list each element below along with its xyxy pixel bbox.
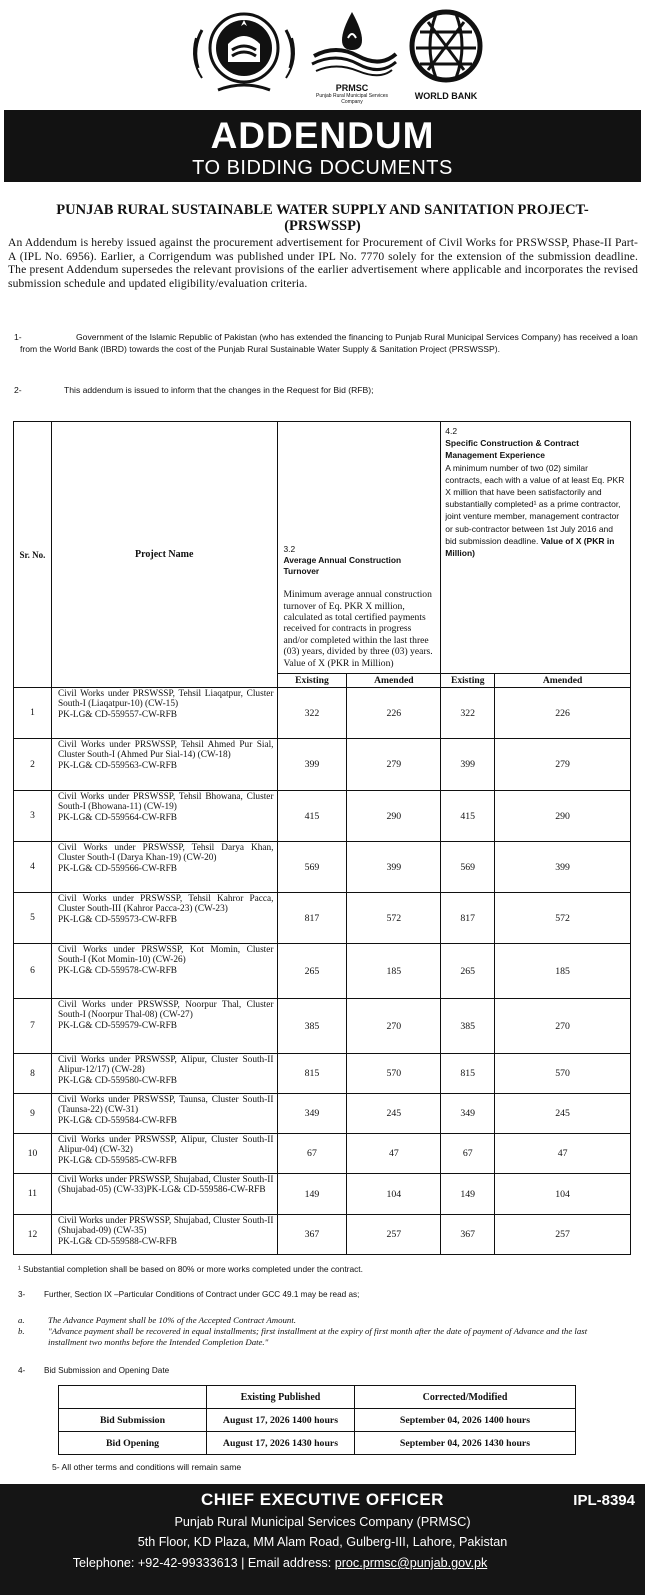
project-name-text: Civil Works under PRSWSSP, Tehsil Bhowana, Cluster South-I (Bhowana-11) (CW-19): [57, 792, 274, 813]
row-project-name: [51, 1094, 277, 1134]
row-turnover-amended: 270: [347, 999, 441, 1054]
project-code-text: PK-LG& CD-559584-CW-RFB: [57, 1115, 177, 1126]
project-name-text: Civil Works under PRSWSSP, Shujabad, Cluster South-II (Shujabad-05) (CW-33)PK-LG& CD-559586-CW-RFB: [57, 1175, 274, 1196]
project-name-text: Civil Works under PRSWSSP, Shujabad, Cluster South-II (Shujabad-09) (CW-35): [57, 1216, 274, 1237]
table-row: [14, 999, 631, 1054]
paragraph-1-number: 1-: [14, 332, 22, 342]
row-turnover-existing: 265: [277, 944, 347, 999]
table-row: [14, 1054, 631, 1094]
footer: [0, 1484, 645, 1595]
row-sr-no: 11: [14, 1174, 52, 1215]
row-turnover-existing: 322: [277, 688, 347, 739]
footer-contact-text: Telephone: +92-42-99333613 | Email address:: [72, 1556, 335, 1570]
project-title-line2: (PRSWSSP): [284, 218, 361, 234]
header-turnover-block: [277, 422, 441, 674]
advance-payment-items: [18, 1315, 628, 1348]
row-experience-amended: 226: [495, 688, 631, 739]
experience-description: [445, 462, 625, 560]
table-row: [14, 1094, 631, 1134]
world-bank-logo: [406, 8, 486, 108]
bid-header-blank: [59, 1386, 207, 1409]
footnote: ¹ Substantial completion shall be based on 80% or more works completed under the contract.: [18, 1264, 363, 1274]
row-project-name: [51, 1134, 277, 1174]
row-turnover-amended: 290: [347, 791, 441, 842]
row-turnover-amended: 279: [347, 739, 441, 791]
row-sr-no: 8: [14, 1054, 52, 1094]
list-item: [18, 1326, 628, 1348]
project-code-text: PK-LG& CD-559578-CW-RFB: [57, 965, 177, 976]
row-turnover-amended: 185: [347, 944, 441, 999]
row-project-name: [51, 944, 277, 999]
bid-row-label: Bid Submission: [59, 1409, 207, 1432]
table-row: [14, 791, 631, 842]
header-project-name: Project Name: [51, 422, 277, 688]
paragraph-3-text: Further, Section IX –Particular Conditions of Contract under GCC 49.1 may be read as;: [44, 1290, 360, 1299]
project-code-text: PK-LG& CD-559566-CW-RFB: [57, 863, 177, 874]
table-row: [14, 944, 631, 999]
bid-header-existing: Existing Published: [207, 1386, 355, 1409]
row-turnover-amended: 226: [347, 688, 441, 739]
row-turnover-existing: 349: [277, 1094, 347, 1134]
experience-section-number: 4.2: [445, 426, 458, 436]
sub-header-amended: Amended: [495, 674, 631, 688]
paragraph-4-text: Bid Submission and Opening Date: [44, 1366, 170, 1375]
row-experience-existing: 399: [441, 739, 495, 791]
row-experience-existing: 817: [441, 893, 495, 944]
footer-organization: Punjab Rural Municipal Services Company (PRMSC): [174, 1515, 471, 1529]
table-row: [14, 1134, 631, 1174]
header-experience-block: [441, 422, 631, 674]
paragraph-3-number: 3-: [18, 1290, 26, 1299]
row-turnover-existing: 385: [277, 999, 347, 1054]
project-code-text: PK-LG& CD-559580-CW-RFB: [57, 1075, 177, 1086]
row-sr-no: 6: [14, 944, 52, 999]
row-project-name: [51, 791, 277, 842]
project-title: [0, 202, 645, 234]
bid-dates-table: [58, 1385, 576, 1455]
row-sr-no: 5: [14, 893, 52, 944]
row-turnover-existing: 817: [277, 893, 347, 944]
row-experience-existing: 569: [441, 842, 495, 893]
row-experience-amended: 245: [495, 1094, 631, 1134]
paragraph-1: [8, 331, 638, 355]
footer-address: 5th Floor, KD Plaza, MM Alam Road, Gulberg-III, Lahore, Pakistan: [137, 1535, 508, 1549]
table-row: [14, 1174, 631, 1215]
turnover-section-title: Average Annual Construction Turnover: [283, 555, 402, 577]
project-code-text: PK-LG& CD-559585-CW-RFB: [57, 1155, 177, 1166]
paragraph-2: [8, 384, 638, 396]
table-body: [14, 688, 631, 1255]
row-turnover-amended: 572: [347, 893, 441, 944]
row-project-name: [51, 842, 277, 893]
row-turnover-amended: 245: [347, 1094, 441, 1134]
row-experience-existing: 367: [441, 1215, 495, 1255]
row-turnover-amended: 104: [347, 1174, 441, 1215]
row-experience-amended: 279: [495, 739, 631, 791]
row-experience-amended: 572: [495, 893, 631, 944]
row-experience-existing: 385: [441, 999, 495, 1054]
row-experience-amended: 104: [495, 1174, 631, 1215]
row-sr-no: 12: [14, 1215, 52, 1255]
row-project-name: [51, 1174, 277, 1215]
row-experience-amended: 570: [495, 1054, 631, 1094]
sub-header-existing: Existing: [277, 674, 347, 688]
bid-header-corrected: Corrected/Modified: [355, 1386, 576, 1409]
bid-row-label: Bid Opening: [59, 1432, 207, 1455]
row-project-name: [51, 1054, 277, 1094]
project-name-text: Civil Works under PRSWSSP, Kot Momin, Cluster South-I (Kot Momin-10) (CW-26): [57, 945, 274, 966]
prmsc-name: PRMSC: [335, 83, 369, 93]
addendum-banner: [4, 110, 641, 182]
row-experience-amended: 47: [495, 1134, 631, 1174]
row-turnover-existing: 399: [277, 739, 347, 791]
row-sr-no: 9: [14, 1094, 52, 1134]
row-turnover-amended: 257: [347, 1215, 441, 1255]
table-row: [14, 688, 631, 739]
item-letter: a.: [18, 1315, 25, 1325]
row-project-name: [51, 739, 277, 791]
row-experience-amended: 270: [495, 999, 631, 1054]
row-project-name: [51, 1215, 277, 1255]
criteria-table: [13, 421, 631, 1255]
row-experience-amended: 257: [495, 1215, 631, 1255]
table-row: [14, 842, 631, 893]
row-turnover-existing: 367: [277, 1215, 347, 1255]
table-row: [59, 1409, 576, 1432]
paragraph-5: 5- All other terms and conditions will remain same: [52, 1462, 242, 1472]
globe-icon: [406, 8, 486, 84]
row-experience-existing: 322: [441, 688, 495, 739]
row-turnover-existing: 569: [277, 842, 347, 893]
row-experience-existing: 265: [441, 944, 495, 999]
project-code-text: PK-LG& CD-559588-CW-RFB: [57, 1236, 177, 1247]
punjab-govt-emblem-icon: [188, 8, 300, 100]
intro-paragraph: An Addendum is hereby issued against the procurement advertisement for Procurement of Civil Works for PRSWSSP, Phase-II Part-A (IPL No. 6956). Earlier, a Corrigendum was published under IPL No. 7770 solely for the extension of the submission deadline. The present Addendum supersedes the relevant provisions of the earlier advertisement where applicable and incorporates the revised submission schedule and updated eligibility/evaluation criteria.: [8, 236, 638, 290]
paragraph-4: [18, 1366, 169, 1375]
project-name-text: Civil Works under PRSWSSP, Tehsil Kahror Pacca, Cluster South-III (Kahror Pacca-23) (CW-23): [57, 894, 274, 915]
experience-value-label: Value of X (PKR in Million): [445, 535, 615, 559]
row-experience-amended: 399: [495, 842, 631, 893]
sub-header-existing: Existing: [441, 674, 495, 688]
project-title-line1: PUNJAB RURAL SUSTAINABLE WATER SUPPLY AND SANITATION PROJECT-: [56, 202, 589, 218]
item-text: The Advance Payment shall be 10% of the Accepted Contract Amount.: [48, 1315, 296, 1325]
paragraph-1-text: Government of the Islamic Republic of Pakistan (who has extended the financing to Punjab Rural Municipal Services Company) has received a loan from the World Bank (IBRD) towards the cost of the Punjab Rural Sustainable Water Supply & Sanitation Project (PRSWSSP).: [20, 332, 638, 354]
footer-contact: [0, 1556, 560, 1570]
world-bank-name: WORLD BANK: [414, 91, 478, 101]
row-turnover-amended: 399: [347, 842, 441, 893]
project-name-text: Civil Works under PRSWSSP, Tehsil Liaqatpur, Cluster South-I (Liaqatpur-10) (CW-15): [57, 689, 274, 710]
row-sr-no: 1: [14, 688, 52, 739]
project-code-text: PK-LG& CD-559573-CW-RFB: [57, 914, 177, 925]
row-experience-existing: 815: [441, 1054, 495, 1094]
table-row: [14, 1215, 631, 1255]
logo-strip: [0, 6, 645, 106]
experience-section-title: Specific Construction & Contract Management Experience: [445, 438, 579, 461]
row-turnover-existing: 815: [277, 1054, 347, 1094]
row-experience-amended: 185: [495, 944, 631, 999]
row-experience-existing: 67: [441, 1134, 495, 1174]
project-name-text: Civil Works under PRSWSSP, Noorpur Thal, Cluster South-I (Noorpur Thal-08) (CW-27): [57, 1000, 274, 1021]
footer-title: CHIEF EXECUTIVE OFFICER: [201, 1490, 444, 1509]
prmsc-subname: Punjab Rural Municipal Services Company: [316, 93, 388, 105]
project-name-text: Civil Works under PRSWSSP, Tehsil Ahmed Pur Sial, Cluster South-I (Ahmed Pur Sial-14) (CW-18): [57, 740, 274, 761]
footer-email-link[interactable]: proc.prmsc@punjab.gov.pk: [334, 1556, 488, 1570]
row-experience-existing: 415: [441, 791, 495, 842]
row-turnover-existing: 67: [277, 1134, 347, 1174]
header-sr-no: Sr. No.: [14, 422, 52, 688]
experience-description-text: A minimum number of two (02) similar contracts, each with a value of at least Eq. PKR X million that have been satisfactorily and substantially completed¹ as a prime contractor, joint venture member, management contractor or sub-contractor between 1st July 2016 and bid submission deadline.: [445, 462, 625, 546]
prmsc-logo: [306, 8, 398, 108]
row-sr-no: 7: [14, 999, 52, 1054]
footer-ipl-number: IPL-8394: [573, 1492, 635, 1509]
list-item: [18, 1315, 628, 1326]
row-sr-no: 2: [14, 739, 52, 791]
banner-subtitle: TO BIDDING DOCUMENTS: [192, 157, 453, 179]
bid-row-corrected: September 04, 2026 1400 hours: [355, 1409, 576, 1432]
turnover-section-number: 3.2: [283, 544, 296, 555]
bid-row-existing: August 17, 2026 1430 hours: [207, 1432, 355, 1455]
row-project-name: [51, 999, 277, 1054]
row-experience-amended: 290: [495, 791, 631, 842]
row-turnover-amended: 47: [347, 1134, 441, 1174]
table-row: [14, 893, 631, 944]
row-experience-existing: 149: [441, 1174, 495, 1215]
project-code-text: PK-LG& CD-559563-CW-RFB: [57, 760, 177, 771]
row-project-name: [51, 893, 277, 944]
bid-row-corrected: September 04, 2026 1430 hours: [355, 1432, 576, 1455]
paragraph-2-number: 2-: [14, 385, 22, 395]
row-experience-existing: 349: [441, 1094, 495, 1134]
paragraph-2-text: This addendum is issued to inform that the changes in the Request for Bid (RFB);: [64, 385, 374, 395]
row-sr-no: 3: [14, 791, 52, 842]
turnover-description: Minimum average annual construction turnover of Eq. PKR X million, calculated as total certified payments received for contracts in progress and/or completed within the last three (03) years, divided by three (03) years. Value of X (PKR in Million): [283, 589, 433, 669]
paragraph-4-number: 4-: [18, 1366, 26, 1375]
sub-header-amended: Amended: [347, 674, 441, 688]
project-name-text: Civil Works under PRSWSSP, Taunsa, Cluster South-II (Taunsa-22) (CW-31): [57, 1095, 274, 1116]
paragraph-3: [18, 1290, 359, 1299]
row-turnover-amended: 570: [347, 1054, 441, 1094]
row-project-name: [51, 688, 277, 739]
water-drop-icon: [306, 8, 398, 78]
project-code-text: PK-LG& CD-559579-CW-RFB: [57, 1020, 177, 1031]
project-name-text: Civil Works under PRSWSSP, Alipur, Cluster South-II Alipur-12/17) (CW-28): [57, 1055, 274, 1076]
project-name-text: Civil Works under PRSWSSP, Tehsil Darya Khan, Cluster South-I (Darya Khan-19) (CW-20): [57, 843, 274, 864]
table-row: [59, 1432, 576, 1455]
project-name-text: Civil Works under PRSWSSP, Alipur, Cluster South-II Alipur-04) (CW-32): [57, 1135, 274, 1156]
row-turnover-existing: 149: [277, 1174, 347, 1215]
table-row: [14, 739, 631, 791]
project-code-text: PK-LG& CD-559557-CW-RFB: [57, 709, 177, 720]
item-text: "Advance payment shall be recovered in equal installments; first installment at the expiry of first month after the date of payment of Advance and the last installment two months before the Intended Completion Date.": [48, 1326, 588, 1347]
row-sr-no: 4: [14, 842, 52, 893]
banner-title: ADDENDUM: [210, 115, 435, 156]
row-turnover-existing: 415: [277, 791, 347, 842]
row-sr-no: 10: [14, 1134, 52, 1174]
bid-row-existing: August 17, 2026 1400 hours: [207, 1409, 355, 1432]
project-code-text: PK-LG& CD-559564-CW-RFB: [57, 812, 177, 823]
item-letter: b.: [18, 1326, 25, 1336]
